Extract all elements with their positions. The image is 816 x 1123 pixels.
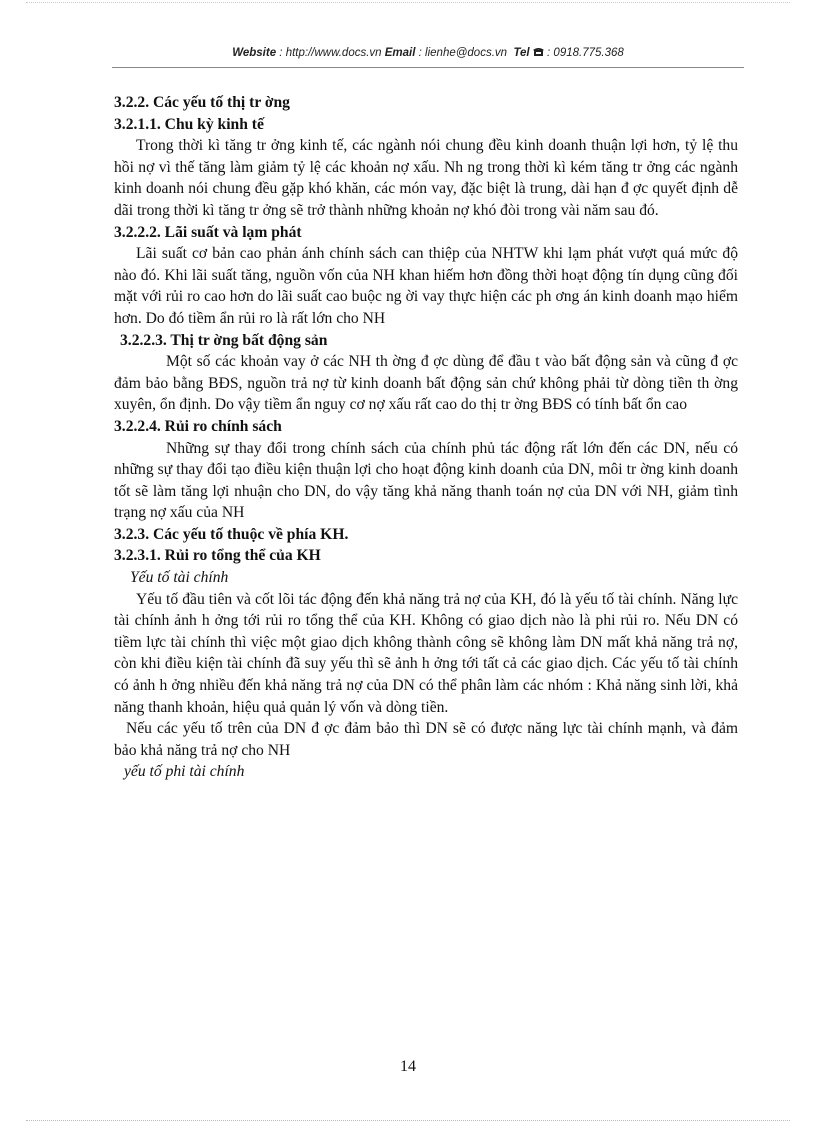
paragraph-financial-strength: Nếu các yếu tố trên của DN đ ợc đảm bảo thì DN sẽ có được năng lực tài chính mạnh, và đảm bảo khả năng trả nợ cho NH [114, 720, 738, 759]
heading-3-2-2-2: 3.2.2.2. Lãi suất và lạm phát [114, 223, 302, 241]
email-label: Email [384, 47, 416, 59]
paragraph-economic-cycle: Trong thời kì tăng tr ởng kinh tế, các ngành nói chung đều kinh doanh thuận lợi hơn, tỷ lệ thu hồi nợ vì thế tăng làm giảm tỷ lệ các khoản nợ xấu. Nh ng trong thời kì kém tăng tr ởng các ngành kinh doanh nói chung đều gặp khó khăn, các món vay, đặc biệt là trung, dài hạn đ ợc quyết định dễ dãi trong thời kì tăng tr ởng sẽ trở thành những khoản nợ khó đòi trong vài năm sau đó. [114, 137, 738, 219]
top-dotted-border [26, 2, 790, 3]
heading-3-2-3: 3.2.3. Các yếu tố thuộc về phía KH. [114, 525, 349, 543]
bottom-dotted-border [26, 1120, 790, 1121]
website-label: Website [232, 47, 277, 59]
heading-3-2-1-1: 3.2.1.1. Chu kỳ kinh tế [114, 115, 264, 133]
website-value[interactable]: : http://www.docs.vn [276, 47, 385, 59]
email-value[interactable]: : lienhe@docs.vn [415, 47, 511, 59]
heading-3-2-2: 3.2.2. Các yếu tố thị tr ờng [114, 94, 290, 111]
subheading-non-financial: yếu tố phi tài chính [124, 763, 245, 781]
header-divider [112, 67, 744, 68]
heading-3-2-2-3: 3.2.2.3. Thị tr ờng bất động sản [120, 331, 328, 349]
paragraph-real-estate: Một số các khoản vay ở các NH th ờng đ ợc dùng để đầu t vào bất động sản và cũng đ ợc đảm bảo bằng BĐS, nguồn trả nợ từ kinh doanh bất động sản chứ không phải từ dòng tiền th ờng xuyên, ổn định. Do vậy tiềm ẩn nguy cơ nợ xấu rất cao do thị tr ờng BĐS có tính bất ổn cao [114, 353, 738, 414]
paragraph-interest-inflation: Lãi suất cơ bản cao phản ánh chính sách can thiệp của NHTW khi lạm phát vượt quá mức độ nào đó. Khi lãi suất tăng, nguồn vốn của NH khan hiếm hơn đồng thời hoạt động tín dụng cũng đối mặt với rủi ro cao hơn do lãi suất cao buộc ng ời vay thực hiện các ph ơng án kinh doanh mạo hiểm hơn. Do đó tiềm ẩn rủi ro là rất lớn cho NH [114, 245, 738, 327]
page-header [112, 47, 744, 59]
tel-label: Tel [513, 47, 530, 59]
paragraph-policy-risk: Những sự thay đổi trong chính sách của chính phủ tác động rất lớn đến các DN, nếu có những sự thay đổi tạo điều kiện thuận lợi cho hoạt động kinh doanh của DN, môi tr ờng kinh doanh tốt sẽ làm tăng lợi nhuận cho DN, do vậy tăng khả năng thanh toán nợ của DN với NH, giảm tình trạng nợ xấu của NH [114, 439, 738, 522]
phone-icon [533, 47, 544, 57]
page-number: 14 [400, 1058, 416, 1075]
tel-value: : 0918.775.368 [543, 47, 624, 59]
paragraph-financial-factors: Yếu tố đầu tiên và cốt lõi tác động đến khả năng trả nợ của KH, đó là yếu tố tài chính. Năng lực tài chính ảnh h ởng tới rủi ro tổng thể của KH. Không có giao dịch nào là phi rủi ro. Nếu DN có tiềm lực tài chính thì việc một giao dịch không thành công sẽ không làm DN mất khả năng trả nợ, còn khi điều kiện tài chính đã suy yếu thì sẽ ảnh h ởng tới tất cả các giao dịch. Các yếu tố tài chính có ảnh h ởng nhiều đến khả năng trả nợ của DN có thể phân làm các nhóm : Khả năng sinh lời, khả năng thanh khoản, hiệu quả quản lý vốn và dòng tiền. [114, 590, 738, 716]
heading-3-2-2-4: 3.2.2.4. Rủi ro chính sách [114, 417, 282, 435]
subheading-financial: Yếu tố tài chính [130, 569, 229, 587]
document-body [114, 92, 738, 783]
heading-3-2-3-1: 3.2.3.1. Rủi ro tổng thể của KH [114, 547, 321, 565]
